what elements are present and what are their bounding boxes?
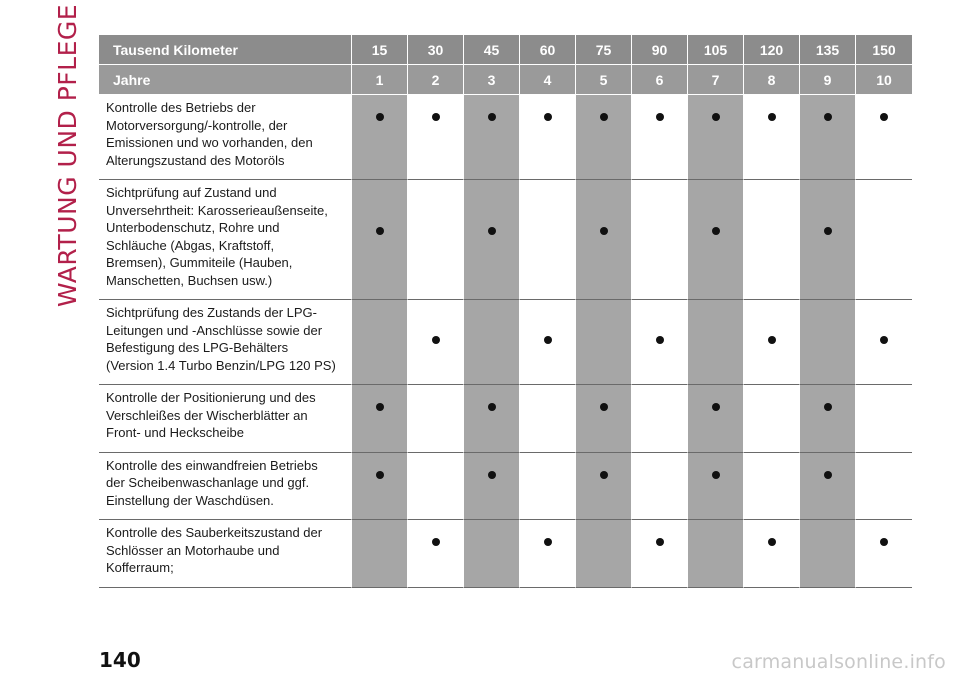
interval-cell bbox=[744, 180, 800, 300]
scheduled-dot-icon bbox=[824, 227, 832, 235]
interval-cell bbox=[464, 520, 520, 588]
scheduled-dot-icon bbox=[824, 403, 832, 411]
interval-cell bbox=[408, 385, 464, 453]
scheduled-dot-icon bbox=[656, 113, 664, 121]
kilometers-header-row bbox=[99, 35, 912, 65]
interval-cell bbox=[856, 180, 912, 300]
interval-cell bbox=[800, 385, 856, 453]
schedule-row bbox=[99, 95, 912, 180]
schedule-body bbox=[99, 95, 912, 588]
interval-cell bbox=[688, 453, 744, 521]
watermark: carmanualsonline.info bbox=[731, 651, 946, 673]
km-header-cell: 60 bbox=[520, 35, 576, 65]
interval-cell bbox=[576, 453, 632, 521]
maintenance-schedule-table bbox=[99, 35, 912, 588]
interval-cell bbox=[408, 520, 464, 588]
interval-cell bbox=[576, 385, 632, 453]
interval-cell bbox=[520, 300, 576, 385]
scheduled-dot-icon bbox=[376, 471, 384, 479]
interval-cell bbox=[352, 180, 408, 300]
kilometers-header-label: Tausend Kilometer bbox=[99, 35, 352, 65]
years-header-cell: 1 bbox=[352, 65, 408, 95]
scheduled-dot-icon bbox=[432, 336, 440, 344]
scheduled-dot-icon bbox=[488, 113, 496, 121]
interval-cell bbox=[520, 520, 576, 588]
interval-cell bbox=[856, 95, 912, 180]
interval-cell bbox=[576, 180, 632, 300]
task-description: Sichtprüfung auf Zustand und Unversehrtheit: Karosserieaußenseite, Unterbodenschutz, Rohre und Schläuche (Abgas, Kraftstoff, Bremsen), Gummiteile (Hauben, Manschetten, Buchsen usw.) bbox=[99, 180, 352, 300]
scheduled-dot-icon bbox=[712, 113, 720, 121]
task-description: Kontrolle der Positionierung und des Verschleißes der Wischerblätter an Front- und Heckscheibe bbox=[99, 385, 352, 453]
interval-cell bbox=[352, 95, 408, 180]
interval-cell bbox=[464, 300, 520, 385]
task-description: Sichtprüfung des Zustands der LPG-Leitungen und -Anschlüsse sowie der Befestigung des LPG-Behälters (Version 1.4 Turbo Benzin/LPG 120 PS) bbox=[99, 300, 352, 385]
years-header-cell: 6 bbox=[632, 65, 688, 95]
interval-cell bbox=[520, 180, 576, 300]
task-description: Kontrolle des Sauberkeitszustand der Schlösser an Motorhaube und Kofferraum; bbox=[99, 520, 352, 588]
interval-cell bbox=[408, 180, 464, 300]
scheduled-dot-icon bbox=[712, 227, 720, 235]
interval-cell bbox=[744, 385, 800, 453]
interval-cell bbox=[520, 385, 576, 453]
scheduled-dot-icon bbox=[824, 471, 832, 479]
years-header-cell: 8 bbox=[744, 65, 800, 95]
interval-cell bbox=[576, 300, 632, 385]
km-header-cell: 120 bbox=[744, 35, 800, 65]
scheduled-dot-icon bbox=[544, 336, 552, 344]
years-header-cell: 9 bbox=[800, 65, 856, 95]
interval-cell bbox=[688, 520, 744, 588]
interval-cell bbox=[688, 95, 744, 180]
years-header-cell: 5 bbox=[576, 65, 632, 95]
interval-cell bbox=[352, 385, 408, 453]
km-header-cell: 105 bbox=[688, 35, 744, 65]
interval-cell bbox=[744, 453, 800, 521]
scheduled-dot-icon bbox=[768, 336, 776, 344]
schedule-row bbox=[99, 520, 912, 588]
scheduled-dot-icon bbox=[600, 227, 608, 235]
interval-cell bbox=[744, 520, 800, 588]
interval-cell bbox=[688, 385, 744, 453]
scheduled-dot-icon bbox=[712, 471, 720, 479]
schedule-row bbox=[99, 180, 912, 300]
interval-cell bbox=[632, 453, 688, 521]
interval-cell bbox=[800, 95, 856, 180]
scheduled-dot-icon bbox=[376, 403, 384, 411]
km-header-cell: 90 bbox=[632, 35, 688, 65]
interval-cell bbox=[352, 300, 408, 385]
years-header-row bbox=[99, 65, 912, 95]
km-header-cell: 150 bbox=[856, 35, 912, 65]
km-header-cell: 75 bbox=[576, 35, 632, 65]
scheduled-dot-icon bbox=[712, 403, 720, 411]
interval-cell bbox=[744, 95, 800, 180]
interval-cell bbox=[464, 453, 520, 521]
schedule-row bbox=[99, 300, 912, 385]
interval-cell bbox=[408, 300, 464, 385]
scheduled-dot-icon bbox=[544, 538, 552, 546]
scheduled-dot-icon bbox=[488, 227, 496, 235]
interval-cell bbox=[632, 300, 688, 385]
interval-cell bbox=[632, 95, 688, 180]
scheduled-dot-icon bbox=[376, 227, 384, 235]
scheduled-dot-icon bbox=[376, 113, 384, 121]
interval-cell bbox=[408, 453, 464, 521]
interval-cell bbox=[352, 453, 408, 521]
section-title-text: WARTUNG UND PFLEGE bbox=[53, 3, 83, 307]
scheduled-dot-icon bbox=[432, 538, 440, 546]
years-header-cell: 10 bbox=[856, 65, 912, 95]
scheduled-dot-icon bbox=[768, 113, 776, 121]
interval-cell bbox=[464, 385, 520, 453]
interval-cell bbox=[856, 385, 912, 453]
scheduled-dot-icon bbox=[768, 538, 776, 546]
scheduled-dot-icon bbox=[600, 113, 608, 121]
interval-cell bbox=[632, 520, 688, 588]
interval-cell bbox=[352, 520, 408, 588]
scheduled-dot-icon bbox=[432, 113, 440, 121]
scheduled-dot-icon bbox=[880, 113, 888, 121]
scheduled-dot-icon bbox=[824, 113, 832, 121]
scheduled-dot-icon bbox=[880, 538, 888, 546]
schedule-row bbox=[99, 385, 912, 453]
scheduled-dot-icon bbox=[656, 336, 664, 344]
interval-cell bbox=[576, 95, 632, 180]
interval-cell bbox=[856, 520, 912, 588]
task-description: Kontrolle des Betriebs der Motorversorgung/-kontrolle, der Emissionen und wo vorhanden, den Alterungszustand des Motoröls bbox=[99, 95, 352, 180]
scheduled-dot-icon bbox=[600, 403, 608, 411]
interval-cell bbox=[520, 453, 576, 521]
interval-cell bbox=[688, 180, 744, 300]
interval-cell bbox=[632, 180, 688, 300]
interval-cell bbox=[800, 300, 856, 385]
interval-cell bbox=[464, 95, 520, 180]
years-header-cell: 3 bbox=[464, 65, 520, 95]
years-header-label: Jahre bbox=[99, 65, 352, 95]
km-header-cell: 45 bbox=[464, 35, 520, 65]
interval-cell bbox=[856, 300, 912, 385]
page-number: 140 bbox=[99, 648, 141, 672]
interval-cell bbox=[576, 520, 632, 588]
interval-cell bbox=[464, 180, 520, 300]
interval-cell bbox=[520, 95, 576, 180]
km-header-cell: 135 bbox=[800, 35, 856, 65]
interval-cell bbox=[800, 520, 856, 588]
scheduled-dot-icon bbox=[488, 403, 496, 411]
schedule-row bbox=[99, 453, 912, 521]
task-description: Kontrolle des einwandfreien Betriebs der Scheibenwaschanlage und ggf. Einstellung der Waschdüsen. bbox=[99, 453, 352, 521]
interval-cell bbox=[632, 385, 688, 453]
section-title bbox=[50, 3, 86, 307]
interval-cell bbox=[800, 180, 856, 300]
scheduled-dot-icon bbox=[488, 471, 496, 479]
scheduled-dot-icon bbox=[880, 336, 888, 344]
interval-cell bbox=[800, 453, 856, 521]
km-header-cell: 15 bbox=[352, 35, 408, 65]
scheduled-dot-icon bbox=[544, 113, 552, 121]
interval-cell bbox=[688, 300, 744, 385]
interval-cell bbox=[408, 95, 464, 180]
interval-cell bbox=[856, 453, 912, 521]
scheduled-dot-icon bbox=[600, 471, 608, 479]
scheduled-dot-icon bbox=[656, 538, 664, 546]
km-header-cell: 30 bbox=[408, 35, 464, 65]
years-header-cell: 7 bbox=[688, 65, 744, 95]
years-header-cell: 4 bbox=[520, 65, 576, 95]
interval-cell bbox=[744, 300, 800, 385]
years-header-cell: 2 bbox=[408, 65, 464, 95]
